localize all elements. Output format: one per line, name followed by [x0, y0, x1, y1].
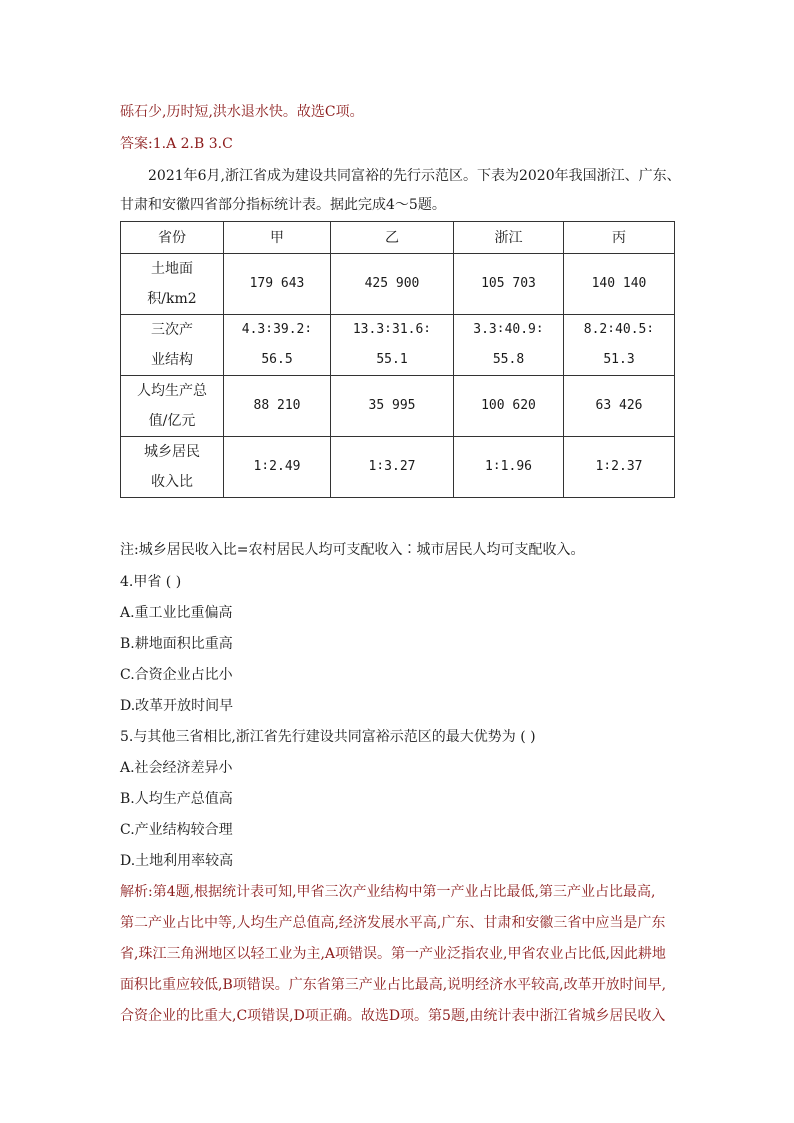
table-row [121, 376, 675, 437]
explanation-line: 面积比重应较低,B项错误。广东省第三产业占比最高,说明经济水平较高,改革开放时间早, [120, 977, 667, 993]
table-cell: 63 426 [564, 376, 675, 437]
table-cell: 1∶2.49 [224, 437, 331, 498]
table-cell: 8.2∶40.5∶ 51.3 [564, 315, 675, 376]
table-header-cell: 浙江 [454, 222, 564, 254]
explanation-line: 解析:第4题,根据统计表可知,甲省三次产业结构中第一产业占比最低,第三产业占比最高, [120, 884, 656, 900]
table-cell: 179 643 [224, 254, 331, 315]
row-label: 人均生产总 值/亿元 [121, 376, 224, 437]
table-cell: 4.3∶39.2∶ 56.5 [224, 315, 331, 376]
option-a: A.社会经济差异小 [120, 760, 233, 776]
explanation-line: 合资企业的比重大,C项错误,D项正确。故选D项。第5题,由统计表中浙江省城乡居民收入 [120, 1008, 666, 1024]
table-row [121, 437, 675, 498]
table-row [121, 315, 675, 376]
table-header-cell: 甲 [224, 222, 331, 254]
question-5: 5.与其他三省相比,浙江省先行建设共同富裕示范区的最大优势为 ( ) [120, 729, 536, 745]
table-cell: 425 900 [331, 254, 454, 315]
table-header-row [121, 222, 675, 254]
table-cell: 140 140 [564, 254, 675, 315]
explanation-line: 省,珠江三角洲地区以轻工业为主,A项错误。第一产业泛指农业,甲省农业占比低,因此耕地 [120, 946, 666, 962]
table-header-cell: 丙 [564, 222, 675, 254]
option-c: C.产业结构较合理 [120, 822, 233, 838]
table-header-cell: 乙 [331, 222, 454, 254]
table-note: 注:城乡居民收入比=农村居民人均可支配收入∶城市居民人均可支配收入。 [120, 542, 585, 558]
stats-table [120, 221, 675, 498]
table-cell: 100 620 [454, 376, 564, 437]
option-c: C.合资企业占比小 [120, 667, 233, 683]
row-label: 土地面 积/km2 [121, 254, 224, 315]
table-cell: 3.3∶40.9∶ 55.8 [454, 315, 564, 376]
option-b: B.耕地面积比重高 [120, 636, 233, 652]
answer-line: 答案:1.A 2.B 3.C [120, 136, 233, 152]
text-line: 甘肃和安徽四省部分指标统计表。据此完成4～5题。 [120, 197, 446, 213]
table-cell: 1∶2.37 [564, 437, 675, 498]
explanation-line: 第二产业占比中等,人均生产总值高,经济发展水平高,广东、甘肃和安徽三省中应当是广东 [120, 915, 666, 931]
table-cell: 1∶1.96 [454, 437, 564, 498]
table-header-cell: 省份 [121, 222, 224, 254]
option-d: D.改革开放时间早 [120, 698, 234, 714]
option-d: D.土地利用率较高 [120, 853, 234, 869]
text-line: 砾石少,历时短,洪水退水快。故选C项。 [120, 104, 364, 120]
row-label: 三次产 业结构 [121, 315, 224, 376]
row-label: 城乡居民 收入比 [121, 437, 224, 498]
table-cell: 35 995 [331, 376, 454, 437]
table-cell: 105 703 [454, 254, 564, 315]
question-4: 4.甲省 ( ) [120, 574, 182, 590]
table-cell: 88 210 [224, 376, 331, 437]
table-row [121, 254, 675, 315]
option-b: B.人均生产总值高 [120, 791, 233, 807]
table-cell: 1∶3.27 [331, 437, 454, 498]
table-cell: 13.3∶31.6∶ 55.1 [331, 315, 454, 376]
option-a: A.重工业比重偏高 [120, 605, 233, 621]
text-line: 2021年6月,浙江省成为建设共同富裕的先行示范区。下表为2020年我国浙江、广东、 [148, 168, 681, 184]
